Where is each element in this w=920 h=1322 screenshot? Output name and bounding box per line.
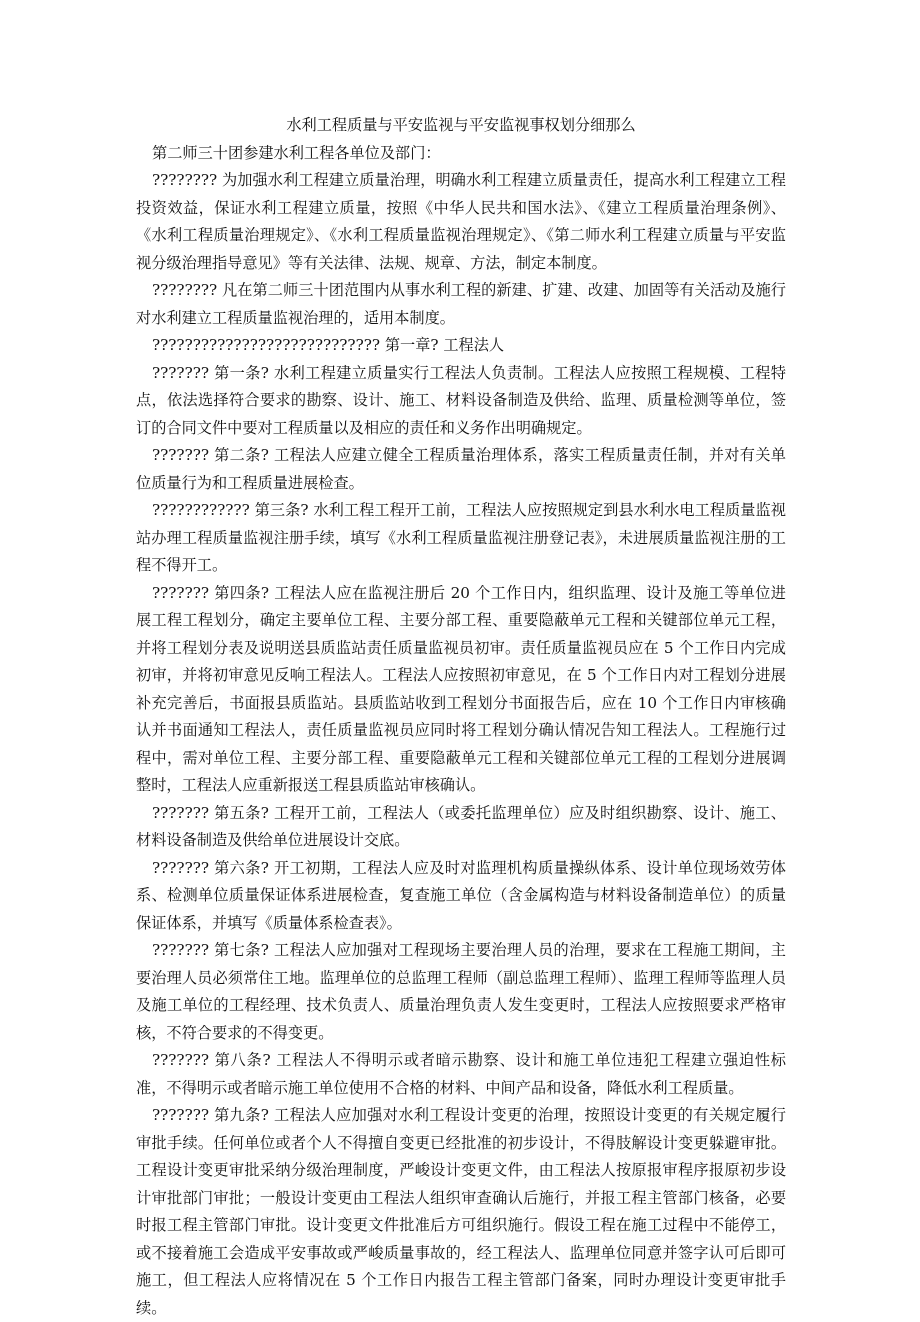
document-page	[136, 112, 786, 1322]
article-6: ??????? 第六条? 开工初期，工程法人应及时对监理机构质量操纵体系、设计单位现场效劳体系、检测单位质量保证体系进展检查，复查施工单位（含金属构造与材料设备制造单位）的质量保证体系，并填写《质量体系检查表》。	[136, 858, 786, 932]
document-title: 水利工程质量与平安监视与平安监视事权划分细那么	[286, 116, 636, 134]
article-7: ??????? 第七条? 工程法人应加强对工程现场主要治理人员的治理，要求在工程施工期间，主要治理人员必须常住工地。监理单位的总监理工程师（副总监理工程师）、监理工程师等监理人员及施工单位的工程经理、技术负责人、质量治理负责人发生变更时，工程法人应按照要求严格审核，不符合要求的不得变更。	[136, 941, 786, 1042]
article-2: ??????? 第二条? 工程法人应建立健全工程质量治理体系，落实工程质量责任制，并对有关单位质量行为和工程质量进展检查。	[136, 446, 786, 492]
article-3: ???????????? 第三条? 水利工程工程开工前，工程法人应按照规定到县水利水电工程质量监视站办理工程质量监视注册手续，填写《水利工程质量监视注册登记表》，未进展质量监视注册的工程不得开工。	[136, 501, 786, 574]
paragraph-salutation: 第二师三十团参建水利工程各单位及部门：	[152, 143, 441, 162]
article-9: ??????? 第九条? 工程法人应加强对水利工程设计变更的治理，按照设计变更的有关规定履行审批手续。任何单位或者个人不得擅自变更已经批准的初步设计，不得肢解设计变更躲避审批。工程设计变更审批采纳分级治理制度，严峻设计变更文件，由工程法人按原报审程序报原初步设计审批部门审批；一般设计变更由工程法人组织审查确认后施行，并报工程主管部门核备，必要时报工程主管部门审批。设计变更文件批准后方可组织施行。假设工程在施工过程中不能停工，或不接着施工会造成平安事故或严峻质量事故的，经工程法人、监理单位同意并签字认可后即可施工，但工程法人应将情况在 5 个工作日内报告工程主管部门备案，同时办理设计变更审批手续。	[136, 1106, 786, 1317]
article-5: ??????? 第五条? 工程开工前，工程法人（或委托监理单位）应及时组织勘察、设计、施工、材料设备制造及供给单位进展设计交底。	[136, 803, 786, 849]
chapter-heading-1: ???????????????????????????? 第一章? 工程法人	[152, 336, 505, 354]
article-1: ??????? 第一条? 水利工程建立质量实行工程法人负责制。工程法人应按照工程规模、工程特点，依法选择符合要求的勘察、设计、施工、材料设备制造及供给、监理、质量检测等单位，签订的合同文件中要对工程质量以及相应的责任和义务作出明确规定。	[136, 363, 786, 437]
paragraph-purpose: ???????? 为加强水利工程建立质量治理，明确水利工程建立质量责任，提高水利工程建立工程投资效益，保证水利工程建立质量，按照《中华人民共和国水法》、《建立工程质量治理条例》、《水利工程质量治理规定》、《水利工程质量监视治理规定》、《第二师水利工程建立质量与平安监视分级治理指导意见》等有关法律、法规、规章、方法，制定本制度。	[136, 171, 786, 272]
article-8: ??????? 第八条? 工程法人不得明示或者暗示勘察、设计和施工单位违犯工程建立强迫性标准，不得明示或者暗示施工单位使用不合格的材料、中间产品和设备，降低水利工程质量。	[136, 1051, 786, 1097]
paragraph-scope: ???????? 凡在第二师三十团范围内从事水利工程的新建、扩建、改建、加固等有关活动及施行对水利建立工程质量监视治理的，适用本制度。	[136, 281, 786, 327]
article-4: ??????? 第四条? 工程法人应在监视注册后 20 个工作日内，组织监理、设计及施工等单位进展工程工程划分，确定主要单位工程、主要分部工程、重要隐蔽单元工程和关键部位单元工程，并将工程划分表及说明送县质监站责任质量监视员初审。责任质量监视员应在 5 个工作日内完成初审，并将初审意见反响工程法人。工程法人应按照初审意见，在 5 个工作日内对工程划分进展补充完善后，书面报县质监站。县质监站收到工程划分书面报告后，应在 10 个工作日内审核确认并书面通知工程法人，责任质量监视员应同时将工程划分确认情况告知工程法人。工程施行过程中，需对单位工程、主要分部工程、重要隐蔽单元工程和关键部位单元工程的工程划分进展调整时，工程法人应重新报送工程县质监站审核确认。	[136, 583, 786, 794]
